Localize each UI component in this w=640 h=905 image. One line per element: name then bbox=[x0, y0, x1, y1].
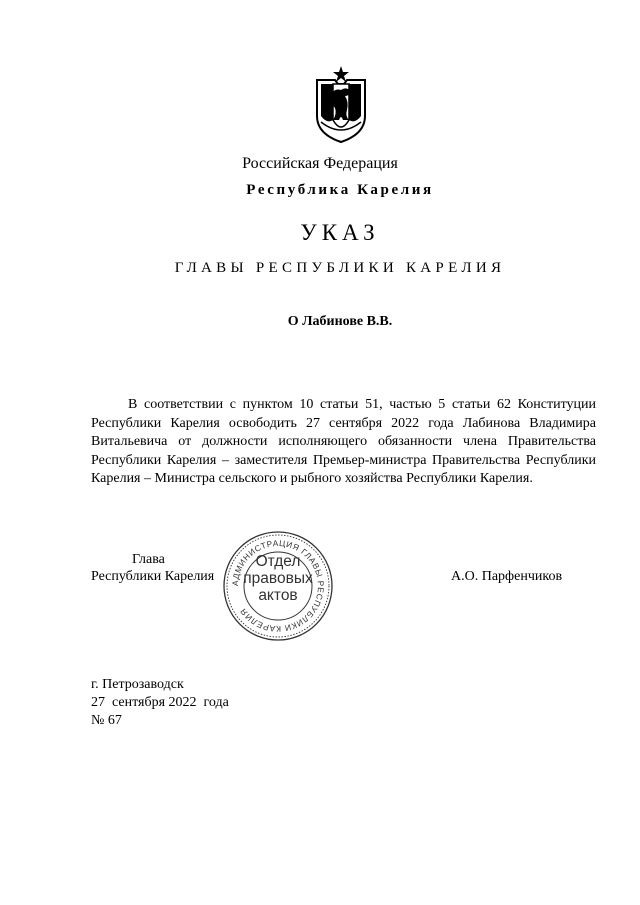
issue-date: 27 сентября 2022 года bbox=[91, 695, 229, 710]
issuer-title: ГЛАВЫ РЕСПУБЛИКИ КАРЕЛИЯ bbox=[174, 260, 506, 276]
coat-of-arms-emblem bbox=[311, 64, 371, 144]
document-footer bbox=[91, 676, 229, 730]
signatory-role-line2: Республики Карелия bbox=[91, 569, 215, 584]
signatory-name: А.О. Парфенчиков bbox=[451, 569, 563, 584]
federation-title: Российская Федерация bbox=[242, 155, 398, 172]
stamp-line3: актов bbox=[258, 587, 298, 604]
signatory-role-line1: Глава bbox=[132, 552, 165, 567]
document-type: УКАЗ bbox=[300, 220, 380, 245]
stamp-ring-text: АДМИНИСТРАЦИЯ ГЛАВЫ РЕСПУБЛИКИ КАРЕЛИЯ bbox=[229, 537, 327, 635]
issue-city: г. Петрозаводск bbox=[91, 677, 184, 692]
republic-title: Республика Карелия bbox=[246, 182, 434, 198]
document-subject: О Лабинове В.В. bbox=[287, 314, 393, 329]
stamp-line2: правовых bbox=[243, 570, 313, 587]
decree-body: В соответствии с пунктом 10 статьи 51, частью 5 статьи 62 Конституции Республики Карелия освободить 27 сентября 2022 года Лабинова Владимира Витальевича от должности исполняющего обязанности члена Правительства Республики Карелия – заместителя Премьер-министра Правительства Республики Карелия – Министра сельского и рыбного хозяйства Республики Карелия. bbox=[91, 397, 596, 486]
decree-number: № 67 bbox=[91, 713, 122, 728]
stamp-line1: Отдел bbox=[255, 553, 301, 570]
stamp-center-text bbox=[236, 553, 320, 604]
